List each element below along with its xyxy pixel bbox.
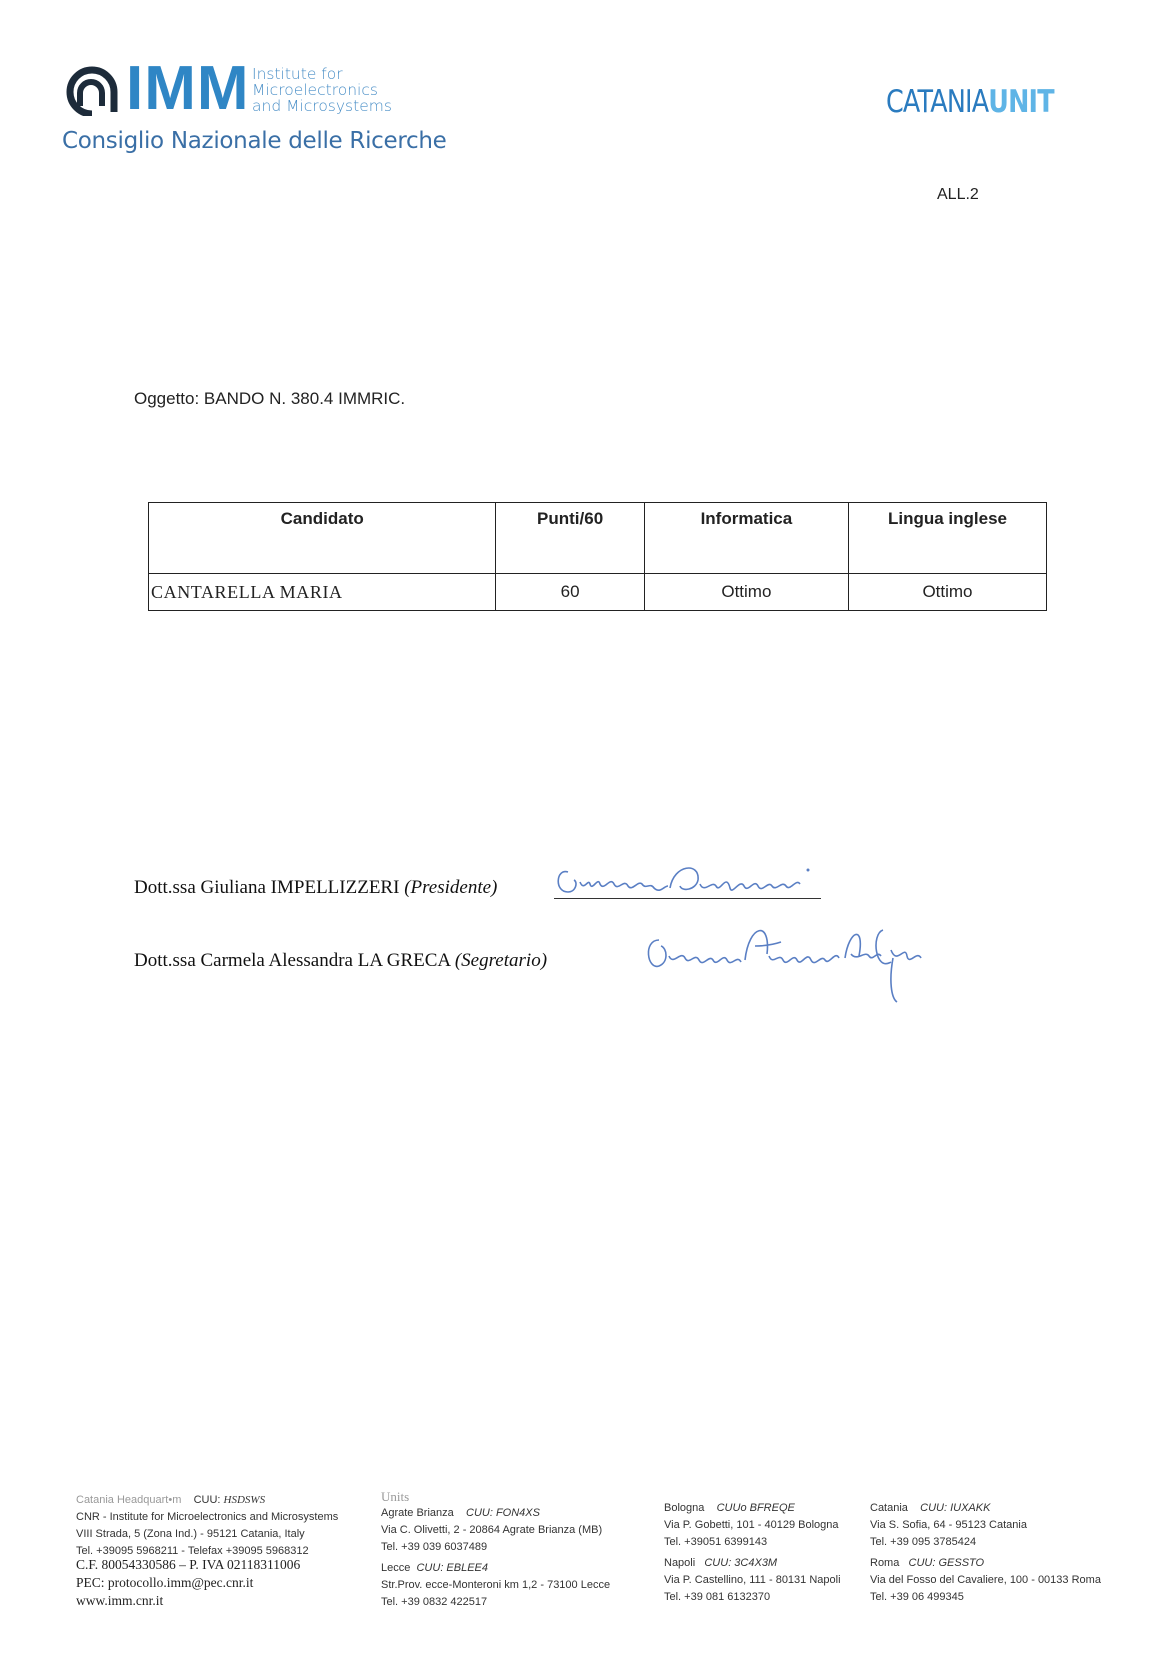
signatory-role: (Segretario)	[454, 950, 548, 971]
catania-unit-logo: CATANIAUNIT	[886, 84, 1054, 120]
cell-lingua-inglese: Ottimo	[848, 574, 1046, 611]
secretary-handwritten-signature	[645, 910, 935, 1010]
signatory-secretary	[134, 950, 547, 972]
signatory-role: (Presidente)	[404, 877, 498, 898]
results-table	[148, 502, 1047, 611]
president-handwritten-signature	[550, 858, 830, 900]
table-row	[149, 574, 1047, 611]
attachment-label: ALL.2	[937, 186, 979, 203]
header-informatica: Informatica	[644, 503, 848, 574]
cnr-logo-mark-icon	[62, 66, 120, 116]
footer-headquarters: Catania Headquart•m CUU: HSDSWS CNR - Institute for Microelectronics and Microsystems VIII Strada, 5 (Zona Ind.) - 95121 Catania, Italy Tel. +39095 5968211 - Telefax +39095 5968312	[76, 1494, 339, 1557]
footer-units-col-2: Bologna CUUo BFREQE Via P. Gobetti, 101 - 40129 Bologna Tel. +39051 6399143 Napoli CUU: 3C4X3M Via P. Castellino, 111 - 80131 Napoli Tel. +39 081 6132370	[664, 1502, 841, 1603]
footer-hq-contacts: C.F. 80054330586 – P. IVA 02118311006 PEC: protocollo.imm@pec.cnr.it www.imm.cnr.it	[76, 1557, 301, 1608]
signatory-name: Dott.ssa Giuliana IMPELLIZZERI	[134, 877, 400, 898]
footer-units-col-1: Units Agrate Brianza CUU: FON4XS Via C. Olivetti, 2 - 20864 Agrate Brianza (MB) Tel. +39 039 6037489 Lecce CUU: EBLEE4 Str.Prov. ecce-Monteroni km 1,2 - 73100 Lecce Tel. +39 0832 422517	[381, 1489, 611, 1608]
header-lingua-inglese: Lingua inglese	[848, 503, 1046, 574]
cell-points: 60	[496, 574, 644, 611]
pec-email-link[interactable]: PEC: protocollo.imm@pec.cnr.it	[76, 1575, 254, 1590]
signatory-name: Dott.ssa Carmela Alessandra LA GRECA	[134, 950, 451, 971]
signatory-president	[134, 877, 497, 899]
header-candidato: Candidato	[149, 503, 496, 574]
website-link[interactable]: www.imm.cnr.it	[76, 1593, 164, 1608]
subject-line: Oggetto: BANDO N. 380.4 IMMRIC.	[134, 389, 406, 408]
cell-informatica: Ottimo	[644, 574, 848, 611]
footer-units-col-3: Catania CUU: IUXAKK Via S. Sofia, 64 - 95123 Catania Tel. +39 095 3785424 Roma CUU: GESSTO Via del Fosso del Cavaliere, 100 - 00133 Roma Tel. +39 06 499345	[870, 1502, 1101, 1603]
imm-logo	[62, 54, 482, 172]
logo-institute-text: Institute for Microelectronics and Microsystems	[252, 65, 392, 115]
logo-cnr-text: Consiglio Nazionale delle Ricerche	[62, 128, 447, 154]
table-header-row	[149, 503, 1047, 574]
header-punti: Punti/60	[496, 503, 644, 574]
cell-candidate-name: CANTARELLA MARIA	[149, 574, 496, 611]
logo-imm-text: IMM	[126, 54, 250, 123]
